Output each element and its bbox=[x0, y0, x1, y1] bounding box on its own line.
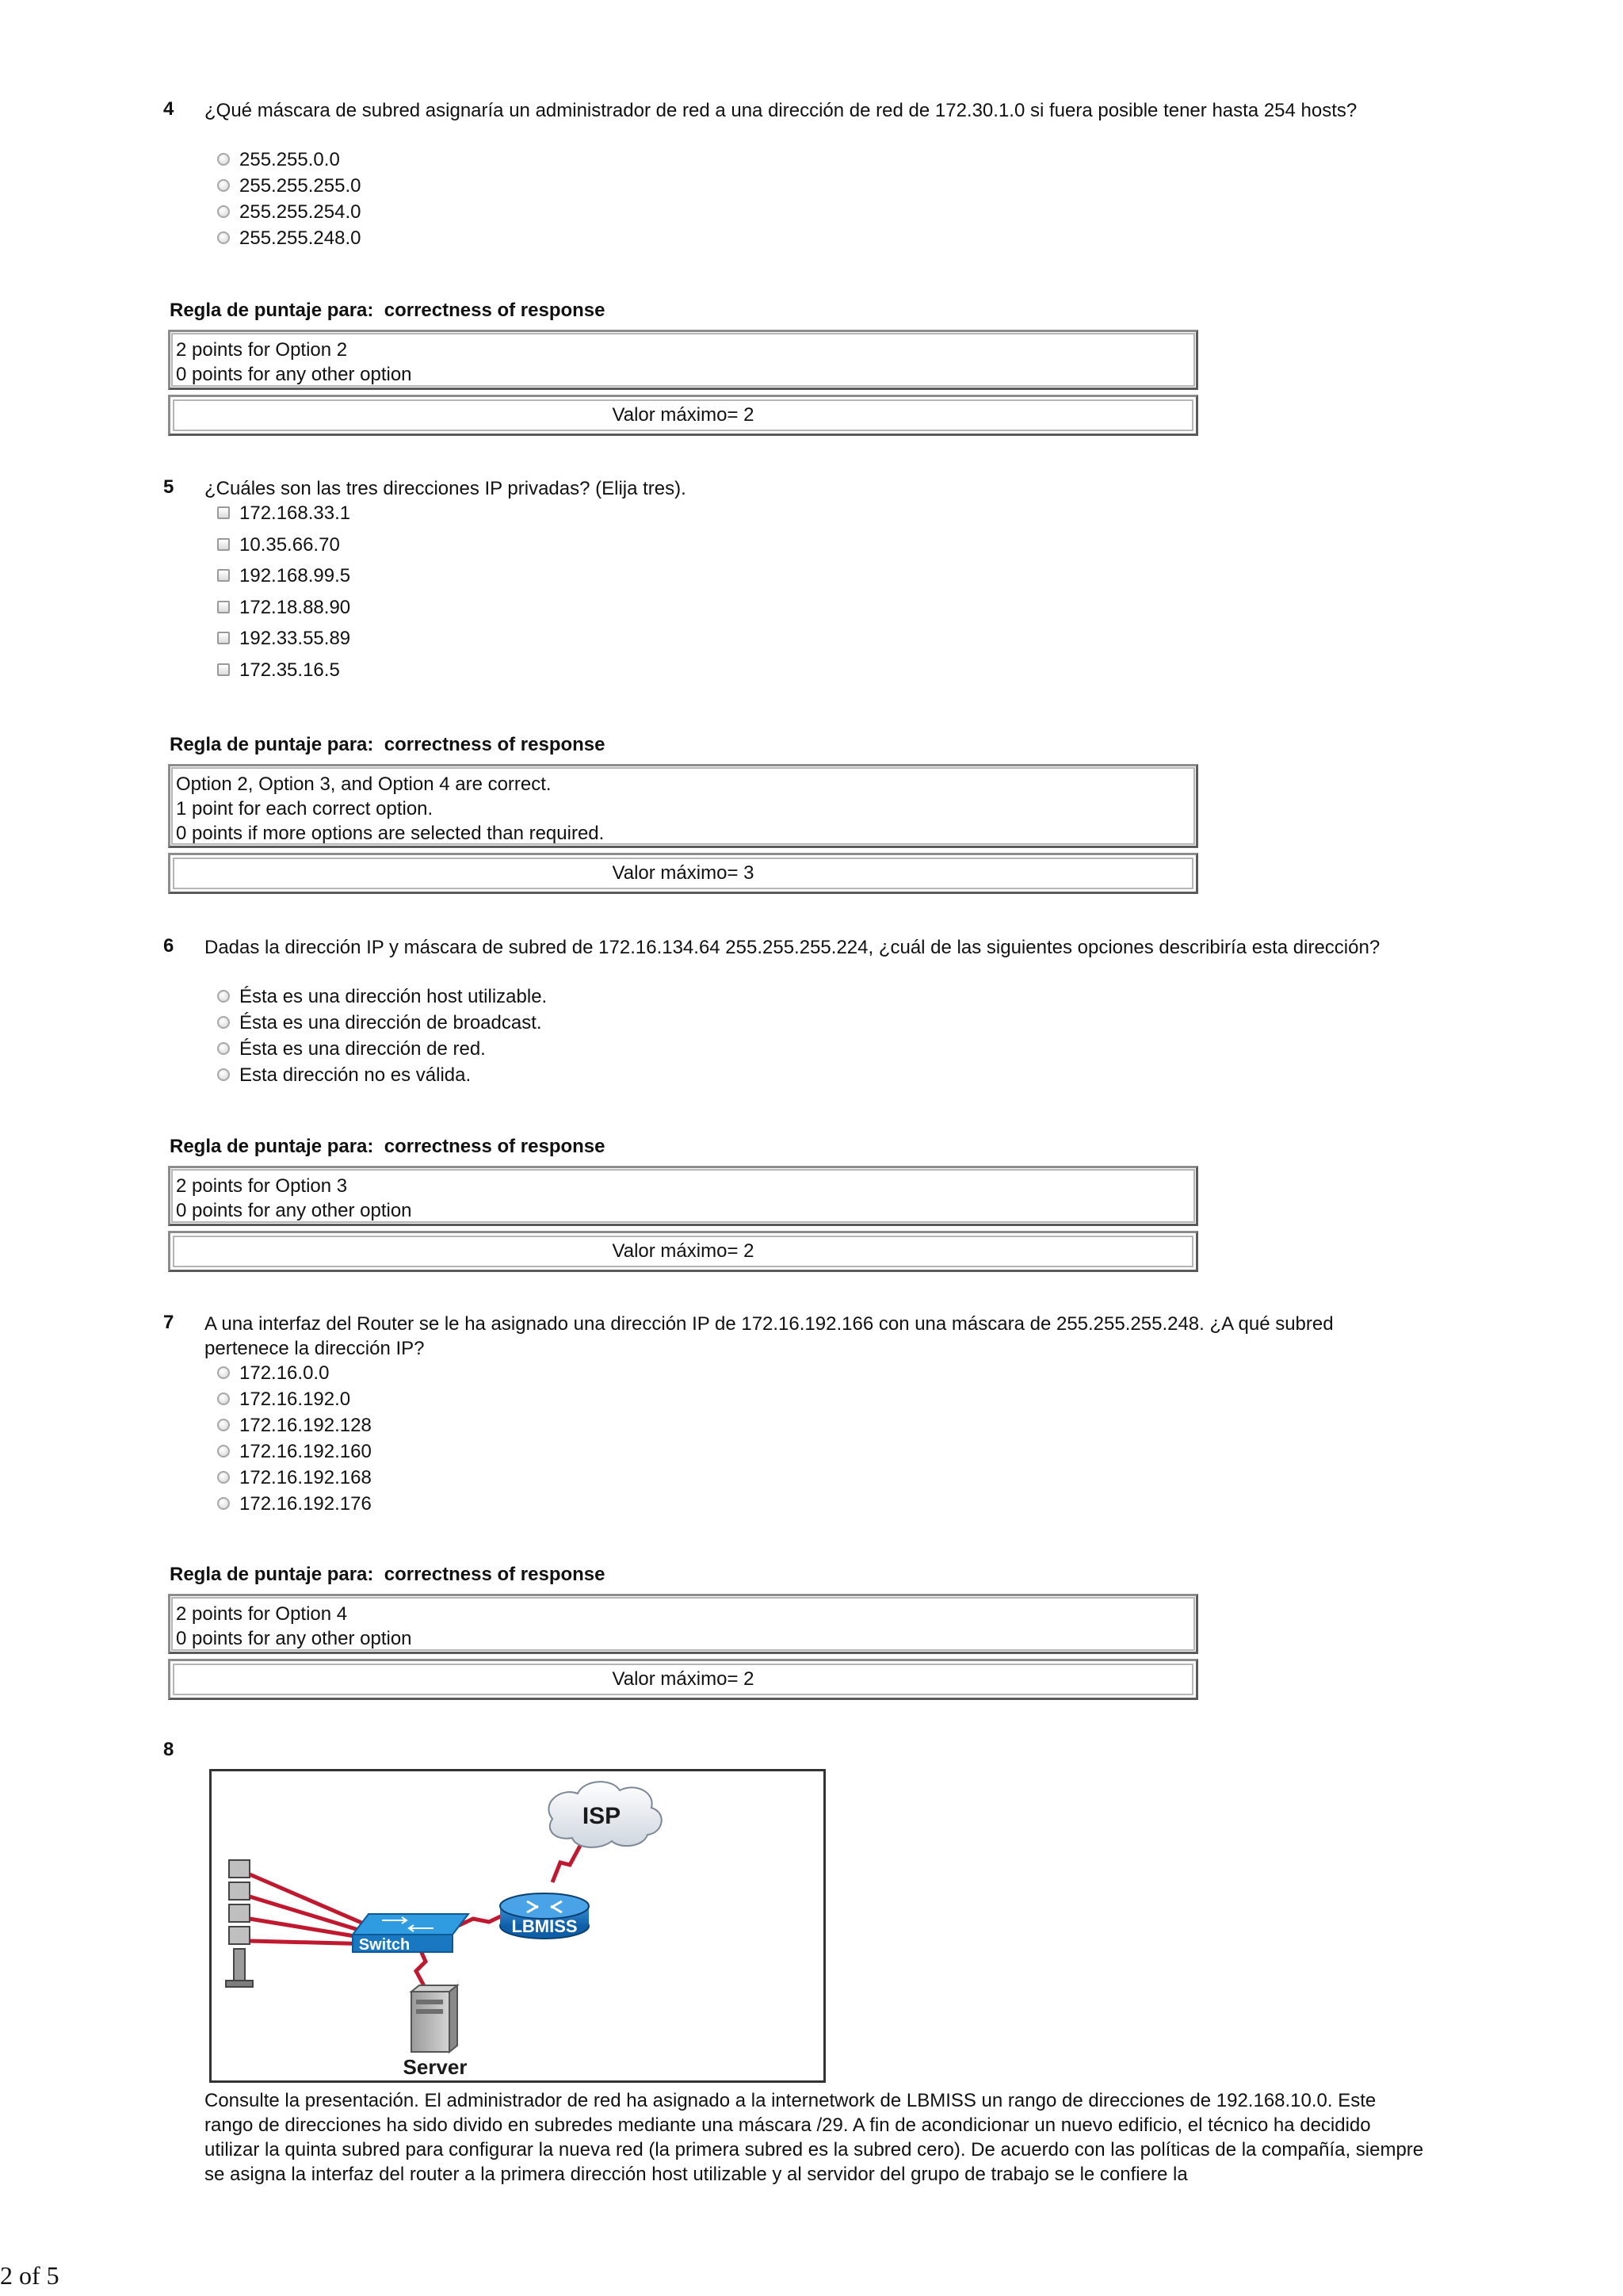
option[interactable] bbox=[217, 1063, 471, 1088]
page-number: 2 of 5 bbox=[0, 2261, 59, 2290]
option-label: 192.33.55.89 bbox=[239, 628, 351, 649]
question-8-text: Consulte la presentación. El administrador de red ha asignado a la internetwork de LBMISS un rango de direcciones de 192.168.10.0. Este rango de direcciones ha sido divido en subredes mediante una máscara /29. A fin de acondicionar un nuevo edificio, el técnico ha decidido utilizar la quinta subred para configurar la nueva red (la primera subred es la subred cero). De acuerdo con las políticas de la compañía, siempre se asigna la interfaz del router a la primera dirección host utilizable y al servidor del grupo de trabajo se le confiere la bbox=[204, 2090, 1424, 2185]
scoring-rule-line: 0 points if more options are selected than required. bbox=[176, 823, 605, 844]
option[interactable] bbox=[217, 658, 340, 683]
server-label: Server bbox=[403, 2055, 468, 2079]
radio-button-icon[interactable] bbox=[217, 1497, 230, 1510]
scoring-rule-box bbox=[168, 764, 1198, 848]
question-text: A una interfaz del Router se le ha asignado una dirección IP de 172.16.192.166 con una máscara de 255.255.255.248. ¿A qué subred pertenece la dirección IP? bbox=[204, 1313, 1334, 1359]
max-value: Valor máximo= 2 bbox=[173, 399, 1193, 431]
option-label: 255.255.0.0 bbox=[239, 149, 340, 170]
scoring-rule-box bbox=[168, 1594, 1198, 1654]
question-number: 5 bbox=[163, 476, 174, 498]
option[interactable] bbox=[217, 1387, 350, 1412]
question-4 bbox=[163, 98, 1400, 447]
option[interactable] bbox=[217, 147, 340, 173]
radio-button-icon[interactable] bbox=[217, 1016, 230, 1029]
option[interactable] bbox=[217, 984, 547, 1010]
option[interactable] bbox=[217, 1465, 372, 1491]
option[interactable] bbox=[217, 1037, 486, 1062]
option-label: 172.16.0.0 bbox=[239, 1362, 330, 1384]
option-label: Ésta es una dirección de red. bbox=[239, 1038, 486, 1060]
router-label: LBMISS bbox=[511, 1916, 578, 1936]
option[interactable] bbox=[217, 533, 340, 558]
scoring-rule-line: Option 2, Option 3, and Option 4 are correct. bbox=[176, 774, 552, 795]
option[interactable] bbox=[217, 226, 361, 251]
question-number: 4 bbox=[163, 98, 174, 120]
checkbox-icon[interactable] bbox=[217, 506, 230, 519]
radio-button-icon[interactable] bbox=[217, 1366, 230, 1379]
isp-label: ISP bbox=[582, 1803, 621, 1829]
scoring-rule-box bbox=[168, 330, 1198, 390]
option-label: 172.16.192.128 bbox=[239, 1415, 372, 1436]
scoring-rule-line: 0 points for any other option bbox=[176, 1200, 412, 1221]
radio-button-icon[interactable] bbox=[217, 1068, 230, 1081]
option[interactable] bbox=[217, 563, 350, 589]
scoring-rule-line: 2 points for Option 3 bbox=[176, 1175, 348, 1197]
checkbox-icon[interactable] bbox=[217, 632, 230, 644]
option-label: 255.255.254.0 bbox=[239, 201, 361, 223]
radio-button-icon[interactable] bbox=[217, 1471, 230, 1484]
scoring-rule-line: 0 points for any other option bbox=[176, 1628, 412, 1649]
question-7 bbox=[163, 1312, 1400, 1716]
server-icon bbox=[403, 1985, 468, 2079]
isp-cloud-icon bbox=[548, 1782, 661, 1847]
option-label: 255.255.248.0 bbox=[239, 227, 361, 249]
scoring-rule-title: Regla de puntaje para: correctness of response bbox=[170, 1136, 605, 1157]
question-5 bbox=[163, 476, 1400, 904]
max-value: Valor máximo= 2 bbox=[173, 1664, 1193, 1695]
option-label: 172.16.192.176 bbox=[239, 1493, 372, 1515]
checkbox-icon[interactable] bbox=[217, 601, 230, 613]
option-label: 172.16.192.168 bbox=[239, 1467, 372, 1488]
option-label: 255.255.255.0 bbox=[239, 175, 361, 197]
max-value: Valor máximo= 3 bbox=[173, 858, 1193, 889]
option[interactable] bbox=[217, 1361, 329, 1386]
question-number: 7 bbox=[163, 1312, 174, 1333]
option[interactable] bbox=[217, 174, 361, 199]
radio-button-icon[interactable] bbox=[217, 1445, 230, 1457]
switch-label: Switch bbox=[358, 1936, 411, 1954]
option[interactable] bbox=[217, 200, 361, 225]
radio-button-icon[interactable] bbox=[217, 1419, 230, 1431]
max-value: Valor máximo= 2 bbox=[173, 1236, 1193, 1267]
max-value-box bbox=[168, 395, 1198, 436]
question-text: Dadas la dirección IP y máscara de subred de 172.16.134.64 255.255.255.224, ¿cuál de las siguientes opciones describiría esta dirección? bbox=[204, 937, 1381, 958]
max-value-box bbox=[168, 1231, 1198, 1272]
scoring-rule-line: 2 points for Option 2 bbox=[176, 339, 348, 361]
scoring-rule-title: Regla de puntaje para: correctness of response bbox=[170, 1564, 605, 1585]
scoring-rule-title: Regla de puntaje para: correctness of response bbox=[170, 734, 605, 755]
option-label: 172.16.192.160 bbox=[239, 1441, 372, 1462]
question-text: ¿Cuáles son las tres direcciones IP privadas? (Elija tres). bbox=[204, 478, 686, 499]
question-text: ¿Qué máscara de subred asignaría un administrador de red a una dirección de red de 172.30.1.0 si fuera posible tener hasta 254 hosts? bbox=[204, 100, 1358, 121]
checkbox-icon[interactable] bbox=[217, 538, 230, 551]
option-label: 172.168.33.1 bbox=[239, 502, 351, 524]
scoring-rule-box bbox=[168, 1166, 1198, 1226]
option-label: Ésta es una dirección de broadcast. bbox=[239, 1012, 542, 1033]
option-label: 172.35.16.5 bbox=[239, 659, 340, 681]
scoring-rule-title: Regla de puntaje para: correctness of response bbox=[170, 300, 605, 321]
option-label: 172.18.88.90 bbox=[239, 597, 351, 618]
max-value-box bbox=[168, 853, 1198, 894]
option[interactable] bbox=[217, 501, 350, 526]
option-label: 10.35.66.70 bbox=[239, 534, 340, 556]
radio-button-icon[interactable] bbox=[217, 990, 230, 1003]
option-label: Ésta es una dirección host utilizable. bbox=[239, 986, 548, 1007]
radio-button-icon[interactable] bbox=[217, 205, 230, 218]
option[interactable] bbox=[217, 1492, 372, 1517]
option[interactable] bbox=[217, 1010, 542, 1036]
scoring-rule-line: 1 point for each correct option. bbox=[176, 798, 433, 819]
radio-button-icon[interactable] bbox=[217, 179, 230, 192]
switch-icon bbox=[353, 1914, 468, 1954]
radio-button-icon[interactable] bbox=[217, 1392, 230, 1405]
option-label: 172.16.192.0 bbox=[239, 1389, 351, 1410]
link-router-isp bbox=[552, 1844, 581, 1882]
workstations-icon bbox=[226, 1860, 253, 1987]
checkbox-icon[interactable] bbox=[217, 663, 230, 676]
scoring-rule-line: 0 points for any other option bbox=[176, 364, 412, 385]
question-number: 8 bbox=[163, 1739, 174, 1760]
network-topology-exhibit bbox=[209, 1769, 826, 2083]
radio-button-icon[interactable] bbox=[217, 1042, 230, 1055]
router-icon bbox=[500, 1893, 589, 1939]
option-label: Esta dirección no es válida. bbox=[239, 1064, 472, 1086]
question-number: 6 bbox=[163, 935, 174, 957]
network-diagram bbox=[212, 1771, 823, 2080]
question-8 bbox=[163, 1739, 1400, 1771]
option[interactable] bbox=[217, 595, 350, 621]
option[interactable] bbox=[217, 1439, 372, 1465]
option[interactable] bbox=[217, 626, 350, 651]
max-value-box bbox=[168, 1659, 1198, 1700]
option[interactable] bbox=[217, 1413, 372, 1438]
scoring-rule-line: 2 points for Option 4 bbox=[176, 1603, 348, 1625]
checkbox-icon[interactable] bbox=[217, 569, 230, 582]
radio-button-icon[interactable] bbox=[217, 153, 230, 166]
question-6 bbox=[163, 935, 1400, 1284]
option-label: 192.168.99.5 bbox=[239, 565, 351, 586]
radio-button-icon[interactable] bbox=[217, 231, 230, 244]
